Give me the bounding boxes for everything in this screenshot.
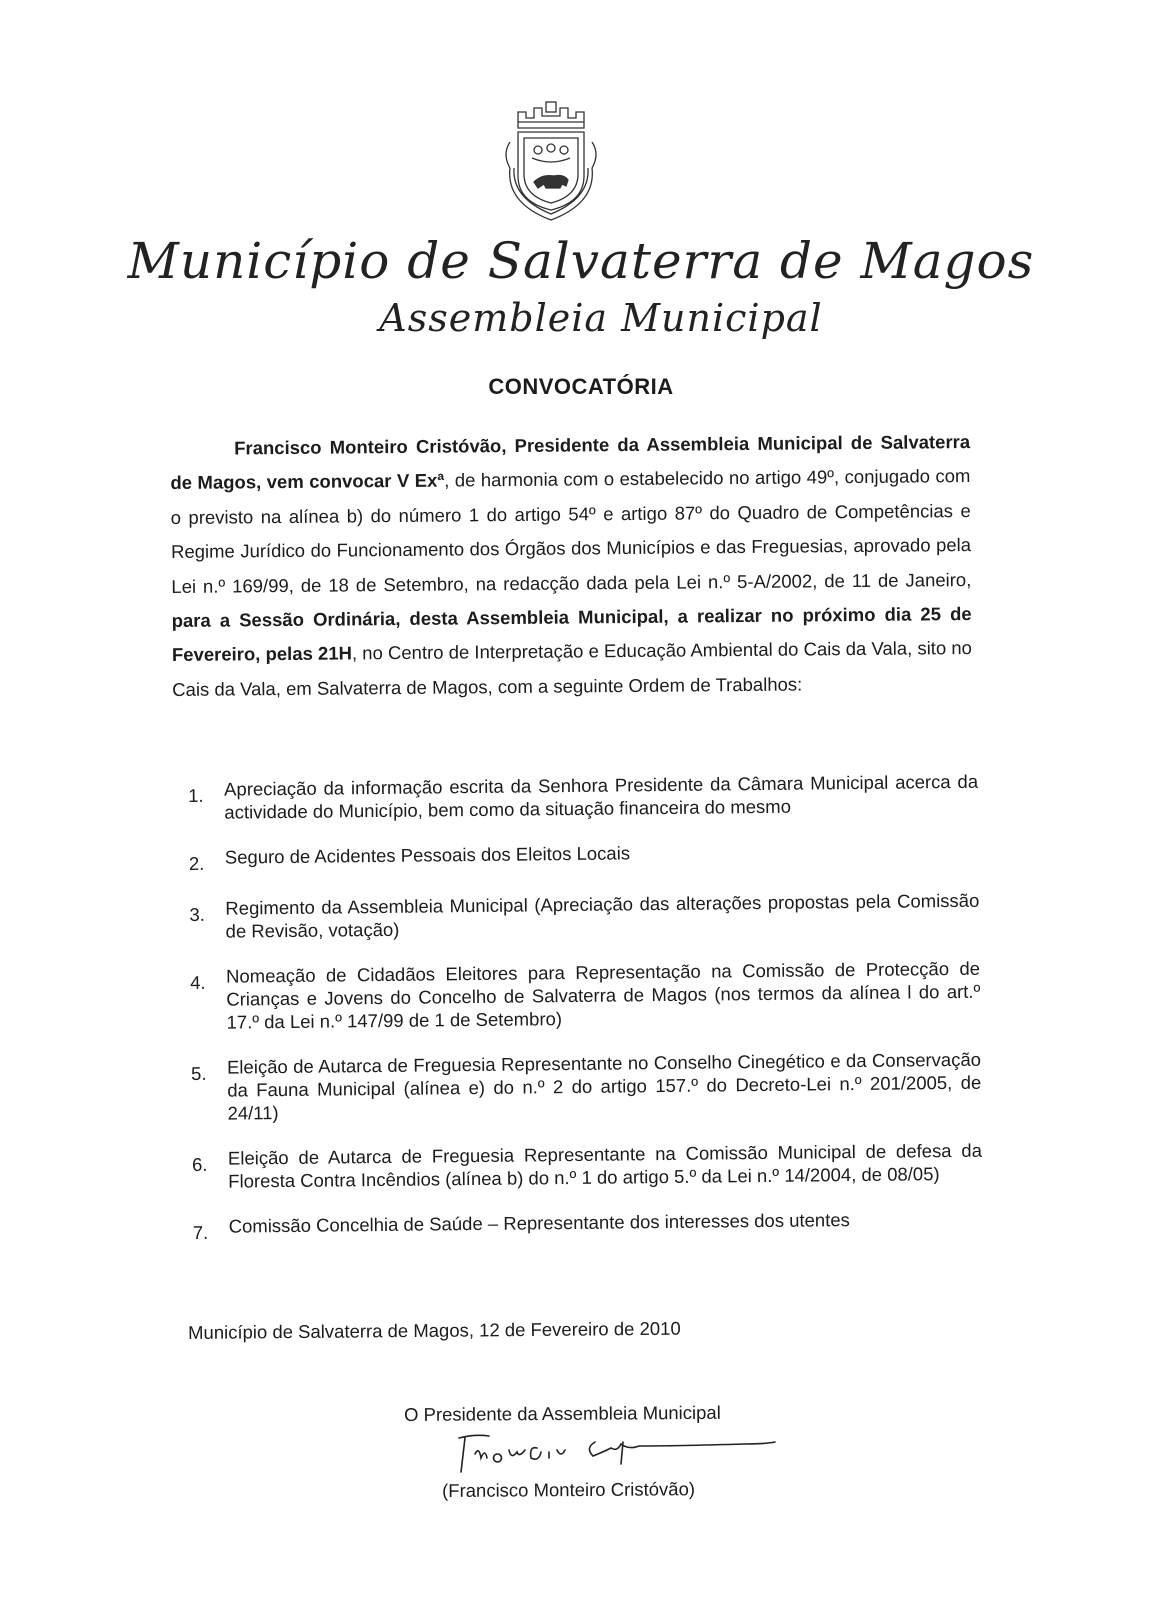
- municipal-coat-of-arms-icon: [496, 98, 606, 223]
- intro-text-1: , de harmonia com o estabelecido no artigo 49º, conjugado com o previsto na alínea b) do número 1 do artigo 54º e artigo 87º do Quadro de Competências e Regime Jurídico do Funcionamento dos Órgãos dos Municípios e das Freguesias, aprovado pela Lei n.º 169/99, de 18 de Setembro, na redacção dada pela Lei n.º 5-A/2002, de 11 de Janeiro,: [170, 465, 972, 597]
- item-text: Seguro de Acidentes Pessoais dos Eleitos Locais: [224, 842, 631, 868]
- item-number: 7.: [192, 1221, 209, 1243]
- item-text: Eleição de Autarca de Freguesia Representante na Comissão Municipal de defesa da Floresta Contra Incêndios (alínea b) do n.º 1 do artigo 5.º da Lei n.º 14/2004, de 08/05): [227, 1139, 983, 1192]
- list-item: [192, 1139, 982, 1193]
- item-number: 5.: [190, 1062, 207, 1084]
- signatory-role: O Presidente da Assembleia Municipal: [404, 1401, 721, 1425]
- item-number: 3.: [189, 903, 205, 925]
- assembly-name: Assembleia Municipal: [379, 296, 823, 340]
- municipality-name: Município de Salvaterra de Magos: [127, 232, 1035, 290]
- agenda-list: [188, 770, 983, 1266]
- list-item: [191, 1048, 982, 1125]
- item-text: Eleição de Autarca de Freguesia Representante no Conselho Cinegético e da Conservação da Fauna Municipal (alínea e) do n.º 2 do artigo 157.º do Decreto-Lei n.º 201/2005, de 24/11): [226, 1048, 982, 1124]
- list-item: [193, 1207, 983, 1244]
- item-number: 4.: [190, 971, 206, 993]
- signatory-name: (Francisco Monteiro Cristóvão): [442, 1478, 696, 1501]
- item-text: Apreciação da informação escrita da Senhora Presidente da Câmara Municipal acerca da actividade do Município, bem como da situação financeira do mesmo: [224, 770, 979, 823]
- convocation-paragraph: [170, 425, 972, 707]
- place-and-date: Município de Salvaterra de Magos, 12 de Fevereiro de 2010: [188, 1317, 681, 1343]
- item-text: Regimento da Assembleia Municipal (Apreciação das alterações propostas pela Comissão de Revisão, votação): [225, 889, 980, 942]
- list-item: [190, 957, 981, 1034]
- handwritten-signature-icon: [445, 1428, 785, 1478]
- list-item: [189, 889, 979, 943]
- list-item: [188, 770, 978, 824]
- item-number: 1.: [188, 784, 204, 806]
- item-number: 6.: [191, 1153, 208, 1175]
- item-text: Nomeação de Cidadãos Eleitores para Representação na Comissão de Protecção de Crianças e Jovens do Concelho de Salvaterra de Magos (nos termos da alínea l do art.º 17.º da Lei n.º 147/99 de 1 de Setembro): [225, 957, 981, 1033]
- item-number: 2.: [188, 852, 205, 874]
- list-item: [189, 838, 979, 875]
- document-title: CONVOCATÓRIA: [488, 374, 674, 399]
- intro-text-2: , no Centro de Interpretação e Educação Ambiental do Cais da Vala, sito no Cais da Vala, em Salvaterra de Magos, com a seguinte Ordem de Trabalhos:: [172, 637, 973, 700]
- intro-bold-2: para a Sessão Ordinária, desta Assembleia Municipal, a realizar no próximo dia 25 de Fevereiro, pelas 21H: [171, 603, 972, 666]
- intro-bold-1: Francisco Monteiro Cristóvão, Presidente da Assembleia Municipal de Salvaterra de Magos, vem convocar V Exª: [170, 431, 971, 494]
- item-text: Comissão Concelhia de Saúde – Representante dos interesses dos utentes: [228, 1209, 850, 1237]
